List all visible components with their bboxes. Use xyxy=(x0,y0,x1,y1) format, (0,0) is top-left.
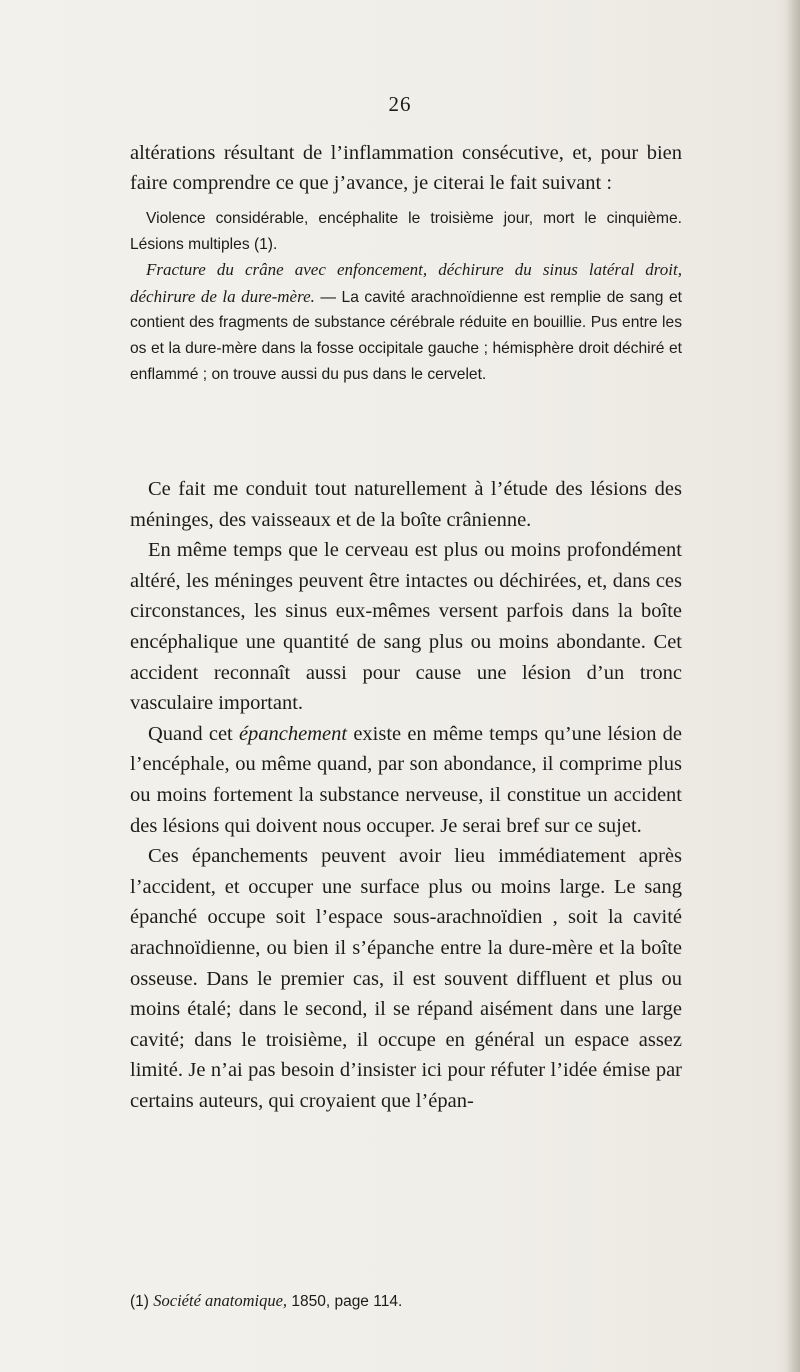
paragraph-3-rest: existe en même temps qu’une lésion de l’encéphale, ou même quand, par son abondance, il comprime plus ou moins fortement la substance nerveuse, il constitue un accident des lésions qui doivent nous occuper. Je serai bref sur ce sujet. xyxy=(130,722,682,837)
main-text xyxy=(130,474,682,1116)
footnote-details: 1850, page 114. xyxy=(287,1293,403,1310)
case-findings-rest: — La cavité arachnoïdienne est remplie de sang et contient des fragments de substance cérébrale réduite en bouillie. Pus entre les os et la dure-mère dans la fosse occipitale gauche ; hémisphère droit déchiré et enflammé ; on trouve aussi du pus dans le cervelet. xyxy=(130,288,682,383)
case-report xyxy=(130,206,682,387)
paragraph-3 xyxy=(130,719,682,841)
case-summary: Violence considérable, encéphalite le troisième jour, mort le cinquième. Lésions multiples (1). xyxy=(130,210,682,253)
page-edge-shadow xyxy=(786,0,800,1372)
paragraph-3-start: Quand cet xyxy=(148,722,239,745)
paragraph-3-italic: épanchement xyxy=(238,722,348,745)
footnote-marker: (1) xyxy=(130,1293,154,1310)
intro-paragraph xyxy=(130,138,682,198)
page-number: 26 xyxy=(388,92,412,116)
footnote-source: Société anatomique, xyxy=(153,1291,288,1310)
case-findings-italic: Fracture du crâne avec enfoncement, déchirure du sinus latéral droit, déchirure de la dure-mère. xyxy=(130,260,682,306)
intro-text: altérations résultant de l’inflammation consécutive, et, pour bien faire comprendre ce que j’avance, je citerai le fait suivant : xyxy=(130,142,682,194)
case-findings xyxy=(130,257,682,387)
paragraph-4: Ces épanchements peuvent avoir lieu immédiatement après l’accident, et occuper une surface plus ou moins large. Le sang épanché occupe soit l’espace sous-arachnoïdien , soit la cavité arachnoïdienne, ou bien il s’épanche entre la dure-mère et la boîte osseuse. Dans le premier cas, il est souvent diffluent et plus ou moins étalé; dans le second, il se répand aisément dans une large cavité; dans le troisième, il occupe en général un espace assez limité. Je n’ai pas besoin d’insister ici pour réfuter l’idée émise par certains auteurs, qui croyaient que l’épan- xyxy=(130,845,682,1112)
paragraph-1: Ce fait me conduit tout naturellement à l’étude des lésions des méninges, des vaisseaux et de la boîte crânienne. xyxy=(130,478,682,531)
paragraph-2: En même temps que le cerveau est plus ou moins profondément altéré, les méninges peuvent être intactes ou déchirées, et, dans ces circonstances, les sinus eux-mêmes versent parfois dans la boîte encéphalique une quantité de sang plus ou moins abondante. Cet accident reconnaît aussi pour cause une lésion d’un tronc vasculaire important. xyxy=(130,539,682,715)
footnote xyxy=(130,1290,682,1313)
